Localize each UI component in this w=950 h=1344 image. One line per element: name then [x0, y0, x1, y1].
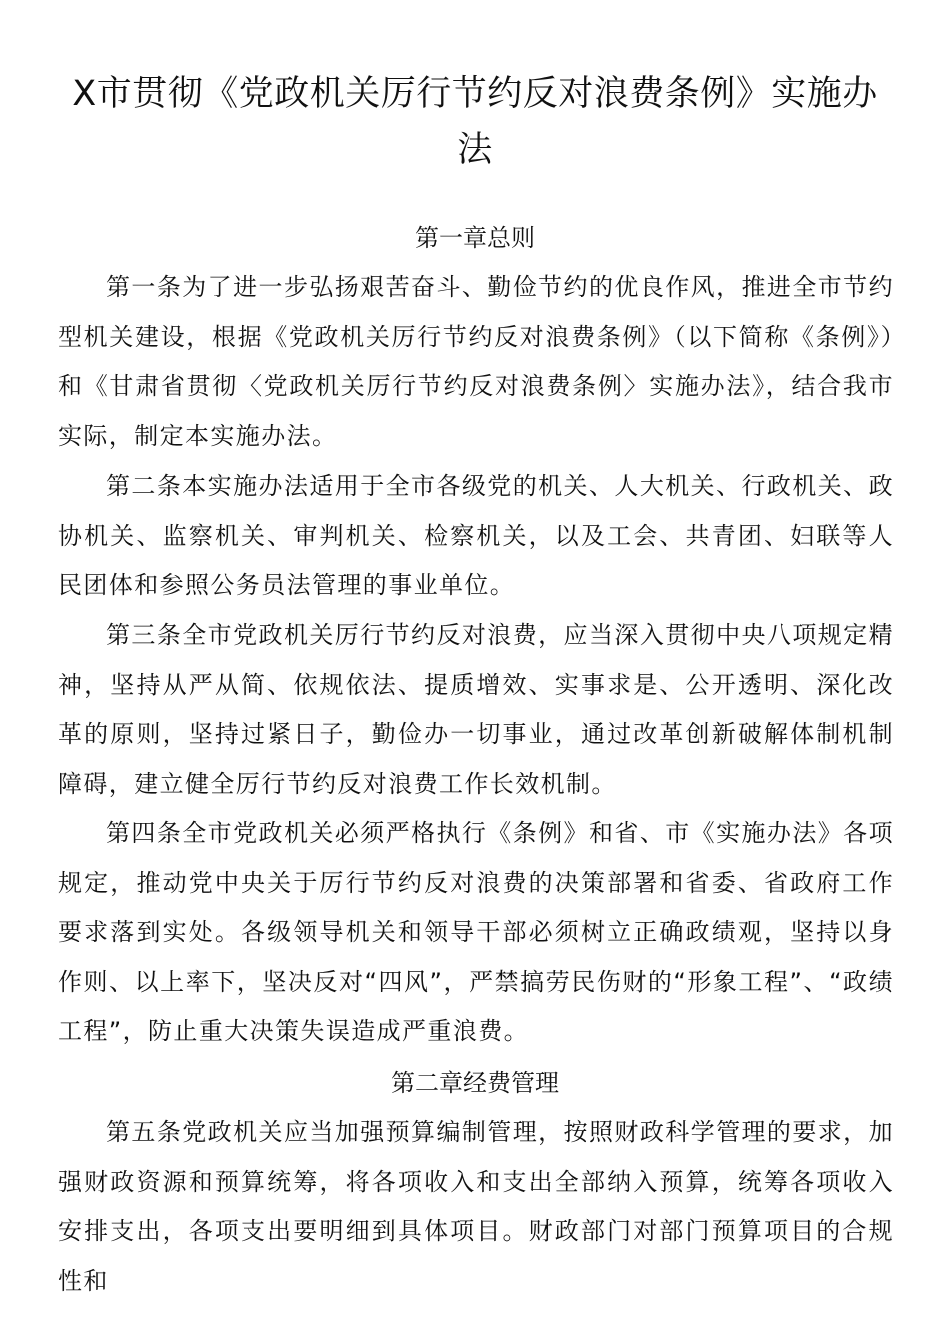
article-2-paragraph: 第二条本实施办法适用于全市各级党的机关、人大机关、行政机关、政协机关、监察机关、审判机关、检察机关，以及工会、共青团、妇联等人民团体和参照公务员法管理的事业单位。 — [58, 472, 894, 600]
article-3-paragraph: 第三条全市党政机关厉行节约反对浪费，应当深入贯彻中央八项规定精神，坚持从严从简、依规依法、提质增效、实事求是、公开透明、深化改革的原则，坚持过紧日子，勤俭办一切事业，通过改革创新破解体制机制障碍，建立健全厉行节约反对浪费工作长效机制。 — [58, 621, 894, 798]
document-title: X市贯彻《党政机关厉行节约反对浪费条例》实施办法 — [72, 74, 878, 170]
chapter-heading-funds-management: 第二章经费管理 — [391, 1069, 559, 1097]
article-1-paragraph: 第一条为了进一步弘扬艰苦奋斗、勤俭节约的优良作风，推进全市节约型机关建设，根据《党政机关厉行节约反对浪费条例》（以下简称《条例》）和《甘肃省贯彻〈党政机关厉行节约反对浪费条例〉实施办法》，结合我市实际，制定本实施办法。 — [58, 273, 894, 450]
chapter-heading-general: 第一章总则 — [415, 224, 535, 252]
article-4-paragraph: 第四条全市党政机关必须严格执行《条例》和省、市《实施办法》各项规定，推动党中央关于厉行节约反对浪费的决策部署和省委、省政府工作要求落到实处。各级领导机关和领导干部必须树立正确政绩观，坚持以身作则、以上率下，坚决反对“四风”，严禁搞劳民伤财的“形象工程”、“政绩工程”，防止重大决策失误造成严重浪费。 — [58, 819, 894, 1046]
article-5-paragraph: 第五条党政机关应当加强预算编制管理，按照财政科学管理的要求，加强财政资源和预算统筹，将各项收入和支出全部纳入预算，统筹各项收入安排支出，各项支出要明细到具体项目。财政部门对部门预算项目的合规性和 — [58, 1118, 894, 1295]
